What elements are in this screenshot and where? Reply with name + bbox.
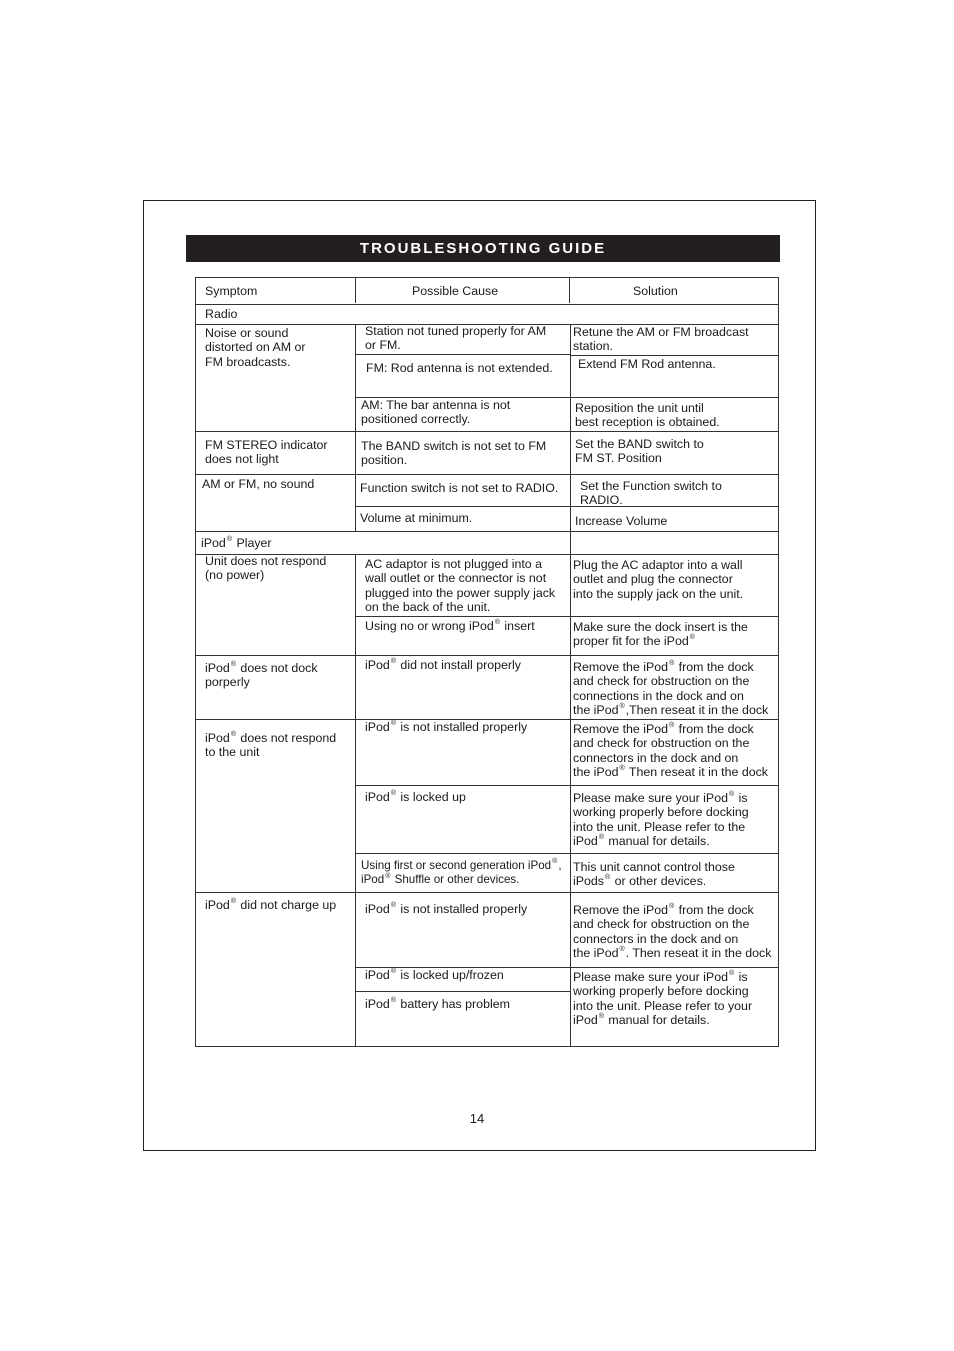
solution-cannot: This unit cannot control those iPods® or other devices. (573, 860, 735, 889)
section-radio: Radio (205, 307, 238, 321)
row-divider (196, 304, 778, 305)
section-ipod-player: iPod® Player (201, 535, 272, 550)
col-divider (355, 554, 356, 1046)
header-symptom: Symptom (205, 284, 258, 298)
symptom-noise: Noise or sound distorted on AM or FM broadcasts. (205, 326, 306, 369)
solution-extend: Extend FM Rod antenna. (578, 357, 716, 371)
page-title: TROUBLESHOOTING GUIDE (186, 235, 780, 262)
solution-remove-1: Remove the iPod® from the dock and check for obstruction on the connections in the dock and on the iPod®,Then reseat it in the dock (573, 659, 769, 718)
cause-fm-rod: FM: Rod antenna is not extended. (366, 361, 553, 375)
cause-am-bar: AM: The bar antenna is not positioned correctly. (361, 398, 511, 427)
cause-ac: AC adaptor is not plugged into a wall outlet or the connector is not plugged into the power supply jack on the back of the unit. (365, 557, 556, 615)
cause-not-tuned: Station not tuned properly for AM or FM. (365, 324, 547, 353)
solution-band: Set the BAND switch to FM ST. Position (575, 437, 704, 466)
solution-retune: Retune the AM or FM broadcast station. (573, 325, 749, 354)
cause-locked-frozen: iPod® is locked up/frozen (365, 967, 504, 982)
symptom-dock: iPod® does not dock porperly (205, 660, 318, 690)
col-divider (355, 324, 356, 532)
cause-insert: Using no or wrong iPod® insert (365, 618, 535, 633)
solution-fit: Make sure the dock insert is the proper fit for the iPod® (573, 620, 748, 649)
row-divider (355, 616, 778, 617)
row-divider (196, 655, 778, 656)
solution-make-sure-2: Please make sure your iPod® is working properly before docking into the unit. Please refer to your iPod® manual for details. (573, 969, 753, 1028)
cause-not-installed-1: iPod® is not installed properly (365, 719, 528, 734)
symptom-respond: iPod® does not respond to the unit (205, 730, 337, 760)
col-divider (570, 532, 571, 1046)
cause-install-dock: iPod® did not install properly (365, 657, 521, 672)
solution-function: Set the Function switch to RADIO. (580, 479, 722, 508)
header-cause: Possible Cause (412, 284, 499, 298)
row-divider (196, 531, 778, 532)
cause-function: Function switch is not set to RADIO. (360, 481, 559, 495)
solution-plug: Plug the AC adaptor into a wall outlet and plug the connector into the supply jack on the unit. (573, 558, 744, 601)
cause-band: The BAND switch is not set to FM position. (361, 439, 547, 468)
solution-remove-3: Remove the iPod® from the dock and check for obstruction on the connectors in the dock and on the iPod®. Then reseat it in the dock (573, 902, 772, 961)
cause-volume: Volume at minimum. (360, 511, 473, 525)
row-divider (355, 354, 570, 355)
solution-volume: Increase Volume (575, 514, 668, 528)
cause-generation: Using first or second generation iPod®, iPod® Shuffle or other devices. (361, 858, 562, 887)
row-divider (570, 355, 778, 356)
solution-make-sure-1: Please make sure your iPod® is working properly before docking into the unit. Please refer to the iPod® manual for details. (573, 790, 749, 849)
solution-reposition: Reposition the unit until best reception is obtained. (575, 401, 720, 430)
cause-battery: iPod® battery has problem (365, 996, 510, 1011)
row-divider (196, 431, 778, 432)
row-divider (355, 853, 778, 854)
symptom-no-sound: AM or FM, no sound (202, 477, 315, 491)
col-divider (355, 278, 356, 303)
row-divider (196, 474, 778, 475)
solution-remove-2: Remove the iPod® from the dock and check for obstruction on the connectors in the dock and on the iPod® Then reseat it in the dock (573, 721, 769, 780)
cause-not-installed-2: iPod® is not installed properly (365, 901, 528, 916)
symptom-no-power: Unit does not respond (no power) (205, 554, 327, 583)
row-divider (355, 785, 778, 786)
col-divider (569, 278, 570, 303)
header-solution: Solution (633, 284, 678, 298)
page-number: 14 (469, 1111, 485, 1126)
troubleshooting-table (195, 277, 779, 1047)
row-divider (355, 991, 570, 992)
cause-locked: iPod® is locked up (365, 789, 466, 804)
symptom-charge: iPod® did not charge up (205, 897, 337, 912)
row-divider (196, 892, 778, 893)
symptom-fm-stereo: FM STEREO indicator does not light (205, 438, 328, 467)
